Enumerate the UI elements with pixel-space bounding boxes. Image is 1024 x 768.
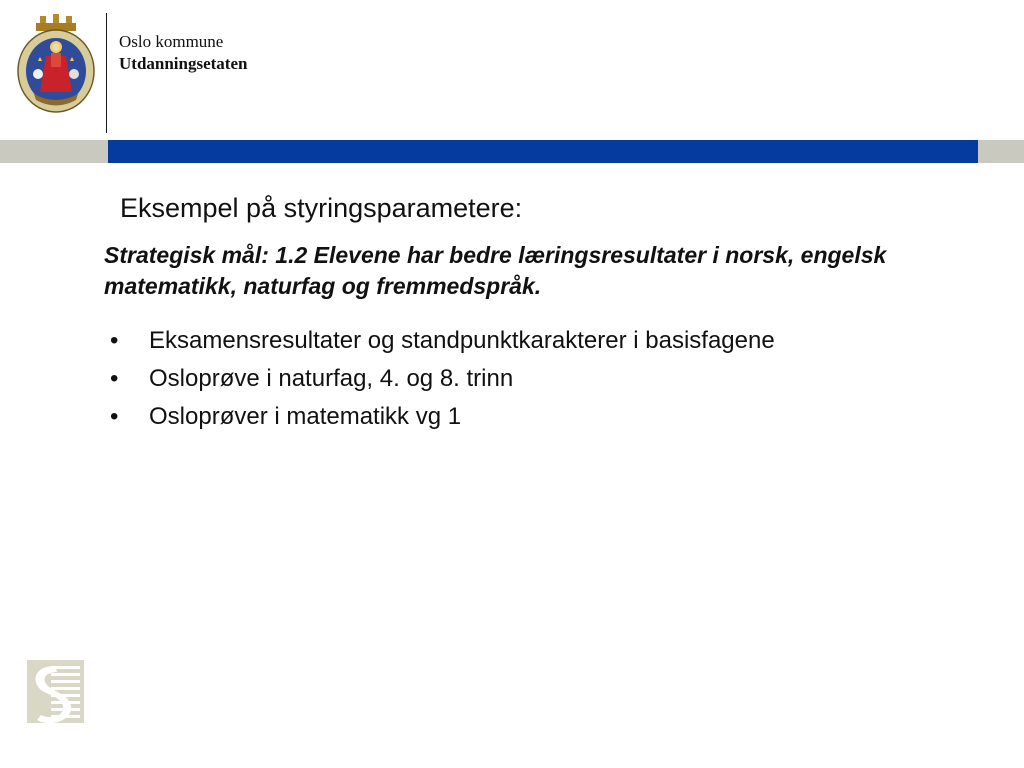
bullet-dot: • xyxy=(110,365,119,392)
organization-label: Oslo kommune xyxy=(119,32,224,51)
organization-name xyxy=(119,31,247,75)
oslo-coat-of-arms-icon xyxy=(16,14,96,114)
header-divider xyxy=(106,13,107,133)
bullet-list xyxy=(110,322,775,436)
list-item-text: Eksamensresultater og standpunktkarakterer i basisfagene xyxy=(149,327,775,354)
list-item-text: Osloprøver i matematikk vg 1 xyxy=(149,403,462,430)
list-item xyxy=(110,398,775,436)
strategic-goal: Strategisk mål: 1.2 Elevene har bedre læringsresultater i norsk, engelsk matematikk, naturfag og fremmedspråk. xyxy=(104,242,887,299)
header-band-right xyxy=(978,140,1024,163)
bullet-dot: • xyxy=(110,403,119,430)
slide-title: Eksempel på styringsparametere: xyxy=(120,193,523,223)
header-band-blue xyxy=(108,140,978,163)
bullet-dot: • xyxy=(110,327,119,354)
unit-label: Utdanningsetaten xyxy=(119,54,248,73)
oslo-kommune-mark-icon xyxy=(27,660,84,723)
list-item-text: Osloprøve i naturfag, 4. og 8. trinn xyxy=(149,365,514,392)
list-item xyxy=(110,360,775,398)
list-item xyxy=(110,322,775,360)
header-band-left xyxy=(0,140,108,163)
